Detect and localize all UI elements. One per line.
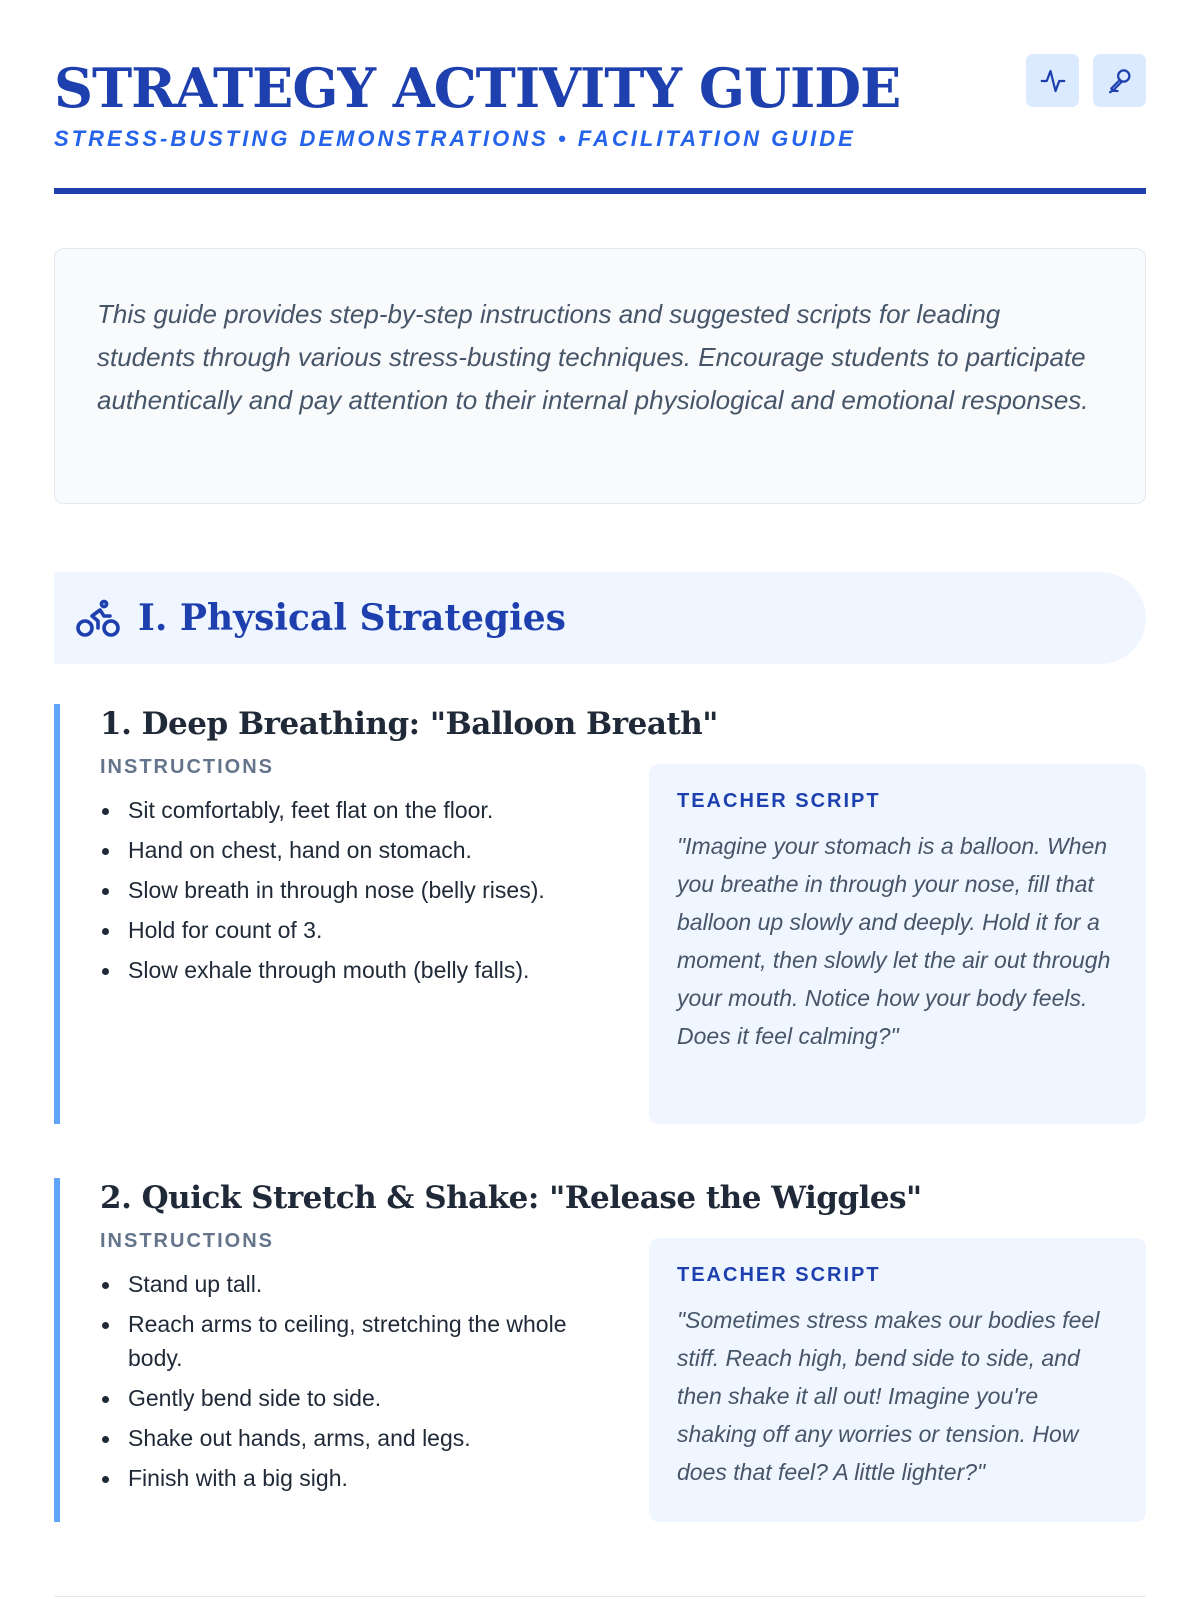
list-item: Hold for count of 3. [100,913,620,947]
instructions-label: INSTRUCTIONS [100,1230,274,1252]
activity-icon-button[interactable] [1026,54,1079,107]
list-item: Finish with a big sigh. [100,1461,620,1495]
microphone-icon [1105,66,1135,96]
intro-text: This guide provides step-by-step instructions and suggested scripts for leading students through various stress-busting techniques. Encourage students to participate authentically and pay attention to their internal physiological and emotional responses. [97,299,1089,415]
list-item: Gently bend side to side. [100,1381,620,1415]
teacher-script-text: "Imagine your stomach is a balloon. When you breathe in through your nose, fill that balloon up slowly and deeply. Hold it for a moment, then slowly let the air out through your mouth. Notice how your body feels. Does it feel calming?" [677,833,1111,1049]
page-header [54,0,1146,194]
list-item: Hand on chest, hand on stomach. [100,833,620,867]
teacher-script-box [649,764,1146,1124]
activity-icon [1038,66,1068,96]
bicycle-icon [74,594,122,642]
page-subtitle: STRESS-BUSTING DEMONSTRATIONS • FACILITATION GUIDE [54,126,856,151]
strategy-title: 1. Deep Breathing: "Balloon Breath" [100,706,718,742]
teacher-script-label: TEACHER SCRIPT [677,1264,881,1286]
header-actions [1026,54,1146,107]
strategy-balloon-breath [54,704,1146,1124]
instructions-list [100,793,620,987]
page-title: STRATEGY ACTIVITY GUIDE [54,56,901,120]
list-item: Sit comfortably, feet flat on the floor. [100,793,620,827]
teacher-script-box [649,1238,1146,1522]
strategy-instructions [100,704,718,1124]
list-item: Slow exhale through mouth (belly falls). [100,953,620,987]
teacher-script-label: TEACHER SCRIPT [677,790,881,812]
section-header [54,572,1146,664]
section-title: I. Physical Strategies [138,597,566,639]
list-item: Slow breath in through nose (belly rises). [100,873,620,907]
instructions-label: INSTRUCTIONS [100,756,274,778]
microphone-icon-button[interactable] [1093,54,1146,107]
strategy-title: 2. Quick Stretch & Shake: "Release the Wiggles" [100,1180,922,1216]
teacher-script-text: "Sometimes stress makes our bodies feel stiff. Reach high, bend side to side, and then shake it all out! Imagine you're shaking off any worries or tension. How does that feel? A little lighter?" [677,1307,1100,1485]
intro-box [54,248,1146,504]
strategy-release-the-wiggles [54,1178,1146,1522]
instructions-list [100,1267,620,1495]
list-item: Stand up tall. [100,1267,620,1301]
list-item: Reach arms to ceiling, stretching the whole body. [100,1307,620,1375]
divider [54,1596,1146,1597]
list-item: Shake out hands, arms, and legs. [100,1421,620,1455]
